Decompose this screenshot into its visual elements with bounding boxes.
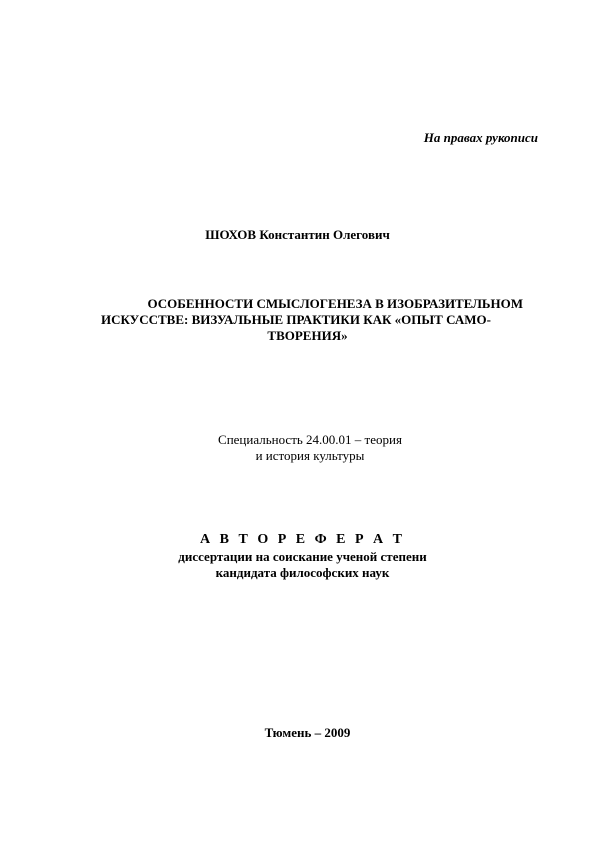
specialty-line: и история культуры — [255, 448, 365, 463]
abstract-block — [0, 532, 595, 581]
title-line: ТВОРЕНИЯ» — [267, 328, 348, 343]
abstract-line: диссертации на соискание ученой степени — [178, 549, 427, 564]
specialty-line: Специальность 24.00.01 – теория — [218, 432, 402, 447]
title-line: ИСКУССТВЕ: ВИЗУАЛЬНЫЕ ПРАКТИКИ КАК «ОПЫТ САМО- — [101, 312, 491, 327]
abstract-line: кандидата философских наук — [215, 565, 390, 580]
abstract-heading: А В Т О Р Е Ф Е Р А Т — [200, 532, 405, 547]
dissertation-title — [101, 296, 534, 344]
city-year: Тюмень – 2009 — [264, 725, 351, 740]
manuscript-rights-note: На правах рукописи — [423, 130, 538, 145]
title-line: ОСОБЕННОСТИ СМЫСЛОГЕНЕЗА В ИЗОБРАЗИТЕЛЬНОМ — [147, 296, 523, 311]
author-name: ШОХОВ Константин Олегович — [205, 227, 390, 242]
specialty-block — [0, 432, 595, 464]
